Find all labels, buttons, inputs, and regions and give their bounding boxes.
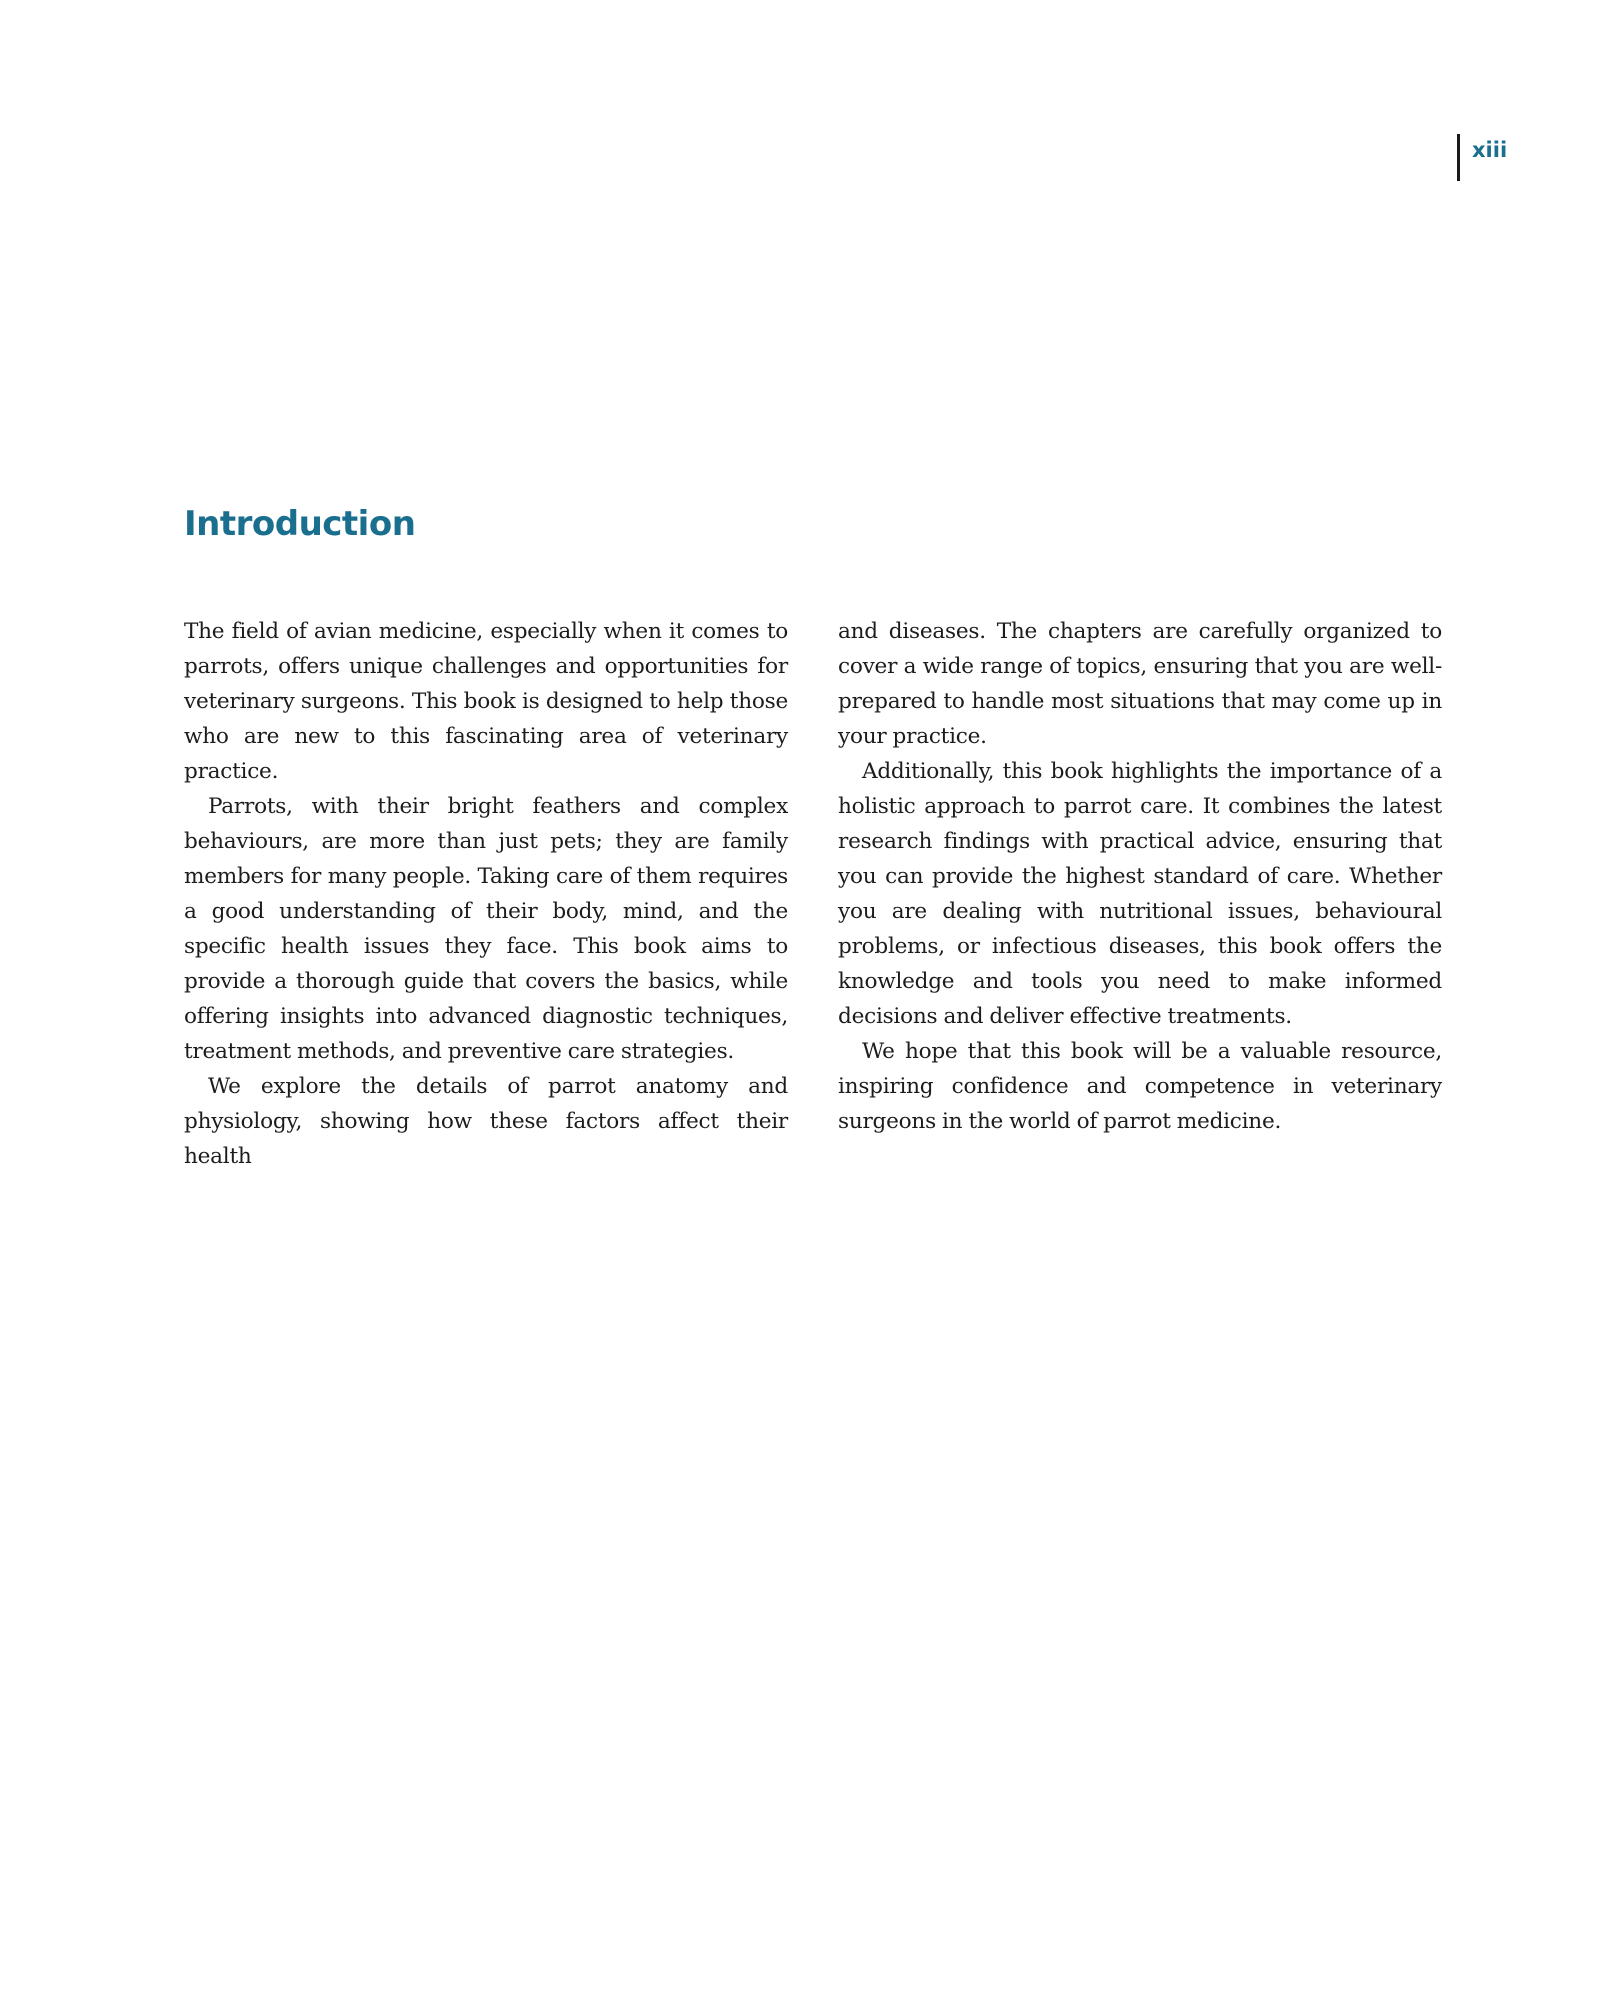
body-column-right [838, 614, 1442, 1139]
paragraph: We explore the details of parrot anatomy and physiology, showing how these factors affect their health [184, 1074, 788, 1169]
body-column-left [184, 614, 788, 1174]
chapter-title: Introduction [184, 504, 416, 544]
paragraph: and diseases. The chapters are carefully organized to cover a wide range of topics, ensuring that you are well-prepared to handle most situations that may come up in your practice. [838, 619, 1442, 749]
paragraph: Parrots, with their bright feathers and complex behaviours, are more than just pets; they are family members for many people. Taking care of them requires a good understanding of their body, mind, and the specific health issues they face. This book aims to provide a thorough guide that covers the basics, while offering insights into advanced diagnostic techniques, treatment methods, and preventive care strategies. [184, 794, 788, 1064]
paragraph: We hope that this book will be a valuable resource, inspiring confidence and competence in veterinary surgeons in the world of parrot medicine. [838, 1039, 1442, 1134]
paragraph: The field of avian medicine, especially when it comes to parrots, offers unique challenges and opportunities for veterinary surgeons. This book is designed to help those who are new to this fascinating area of veterinary practice. [184, 619, 788, 784]
page-number: xiii [1472, 138, 1508, 162]
page-number-rule [1457, 134, 1460, 181]
paragraph: Additionally, this book highlights the importance of a holistic approach to parrot care. It combines the latest research findings with practical advice, ensuring that you can provide the highest standard of care. Whether you are dealing with nutritional issues, behavioural problems, or infectious diseases, this book offers the knowledge and tools you need to make informed decisions and deliver effective treatments. [838, 759, 1442, 1029]
